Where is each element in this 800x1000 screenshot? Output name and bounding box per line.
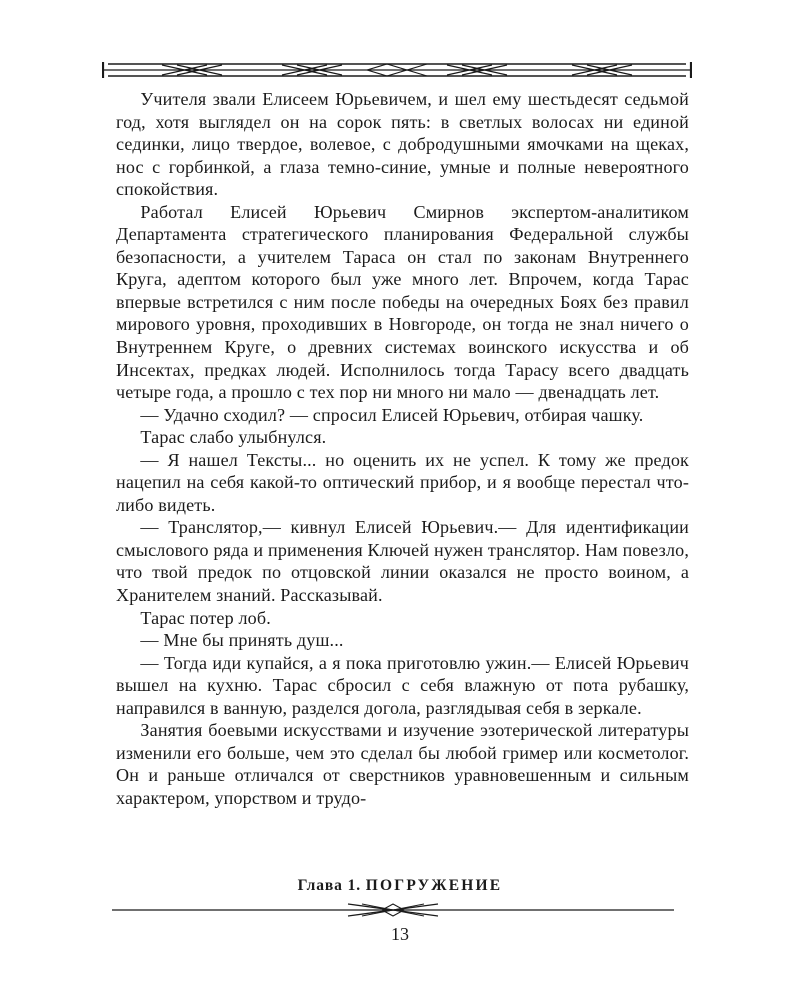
paragraph: — Транслятор,— кивнул Елисей Юрьевич.— Для идентификации смыслового ряда и применения Ключей нужен транслятор. Нам повезло, что твой предок по отцовской линии оказался не просто воином, а Хранителем знаний. Рассказывай. [116, 517, 689, 606]
running-footer [0, 877, 800, 895]
paragraph: Тарас потер лоб. [140, 607, 271, 628]
top-ornament [102, 59, 692, 81]
paragraph: — Я нашел Тексты... но оценить их не успел. К тому же предок нацепил на себя какой-то оптический прибор, и я вообще перестал что-либо видеть. [116, 449, 689, 515]
paragraph: — Мне бы принять душ... [140, 630, 344, 651]
paragraph: Занятия боевыми искусствами и изучение эзотерической литературы изменили его больше, чем это сделал бы любой гример или косметолог. Он и раньше отличался от сверстников уравновешенным и сильным характером, упорством и трудо- [116, 720, 689, 808]
paragraph: Работал Елисей Юрьевич Смирнов экспертом-аналитиком Департамента стратегического планирования Федеральной службы безопасности, а учителем Тараса он стал по законам Внутреннего Круга, адептом которого был уже много лет. Впрочем, когда Тарас впервые встретился с ним после победы на очередных Боях без правил мирового уровня, проходивших в Новгороде, он тогда не знал ничего о Внутреннем Круге, о древних системах воинского искусства и об Инсектах, предках людей. Исполнилось тогда Тарасу всего двадцать четыре года, а прошло с тех пор ни много ни мало — двенадцать лет. [116, 201, 689, 403]
paragraph: Тарас слабо улыбнулся. [140, 427, 327, 448]
paragraph: — Удачно сходил? — спросил Елисей Юрьевич, отбирая чашку. [140, 404, 644, 425]
paragraph: — Тогда иди купайся, а я пока приготовлю ужин.— Елисей Юрьевич вышел на кухню. Тарас сбросил с себя влажную от пота рубашку, направился в ванную, разделся догола, разглядывая себя в зеркале. [116, 652, 689, 718]
body-text [116, 88, 689, 810]
chapter-label: Глава 1. [297, 877, 362, 894]
page-number: 13 [391, 924, 409, 944]
chapter-name: ПОГРУЖЕНИЕ [365, 877, 503, 894]
bottom-ornament [112, 899, 674, 921]
paragraph: Учителя звали Елисеем Юрьевичем, и шел ему шестьдесят седьмой год, хотя выглядел он на сорок пять: в светлых волосах ни единой сединки, лицо твердое, волевое, с добродушными ямочками на щеках, нос с горбинкой, а глаза темно-синие, умные и полные невероятного спокойствия. [116, 89, 689, 200]
